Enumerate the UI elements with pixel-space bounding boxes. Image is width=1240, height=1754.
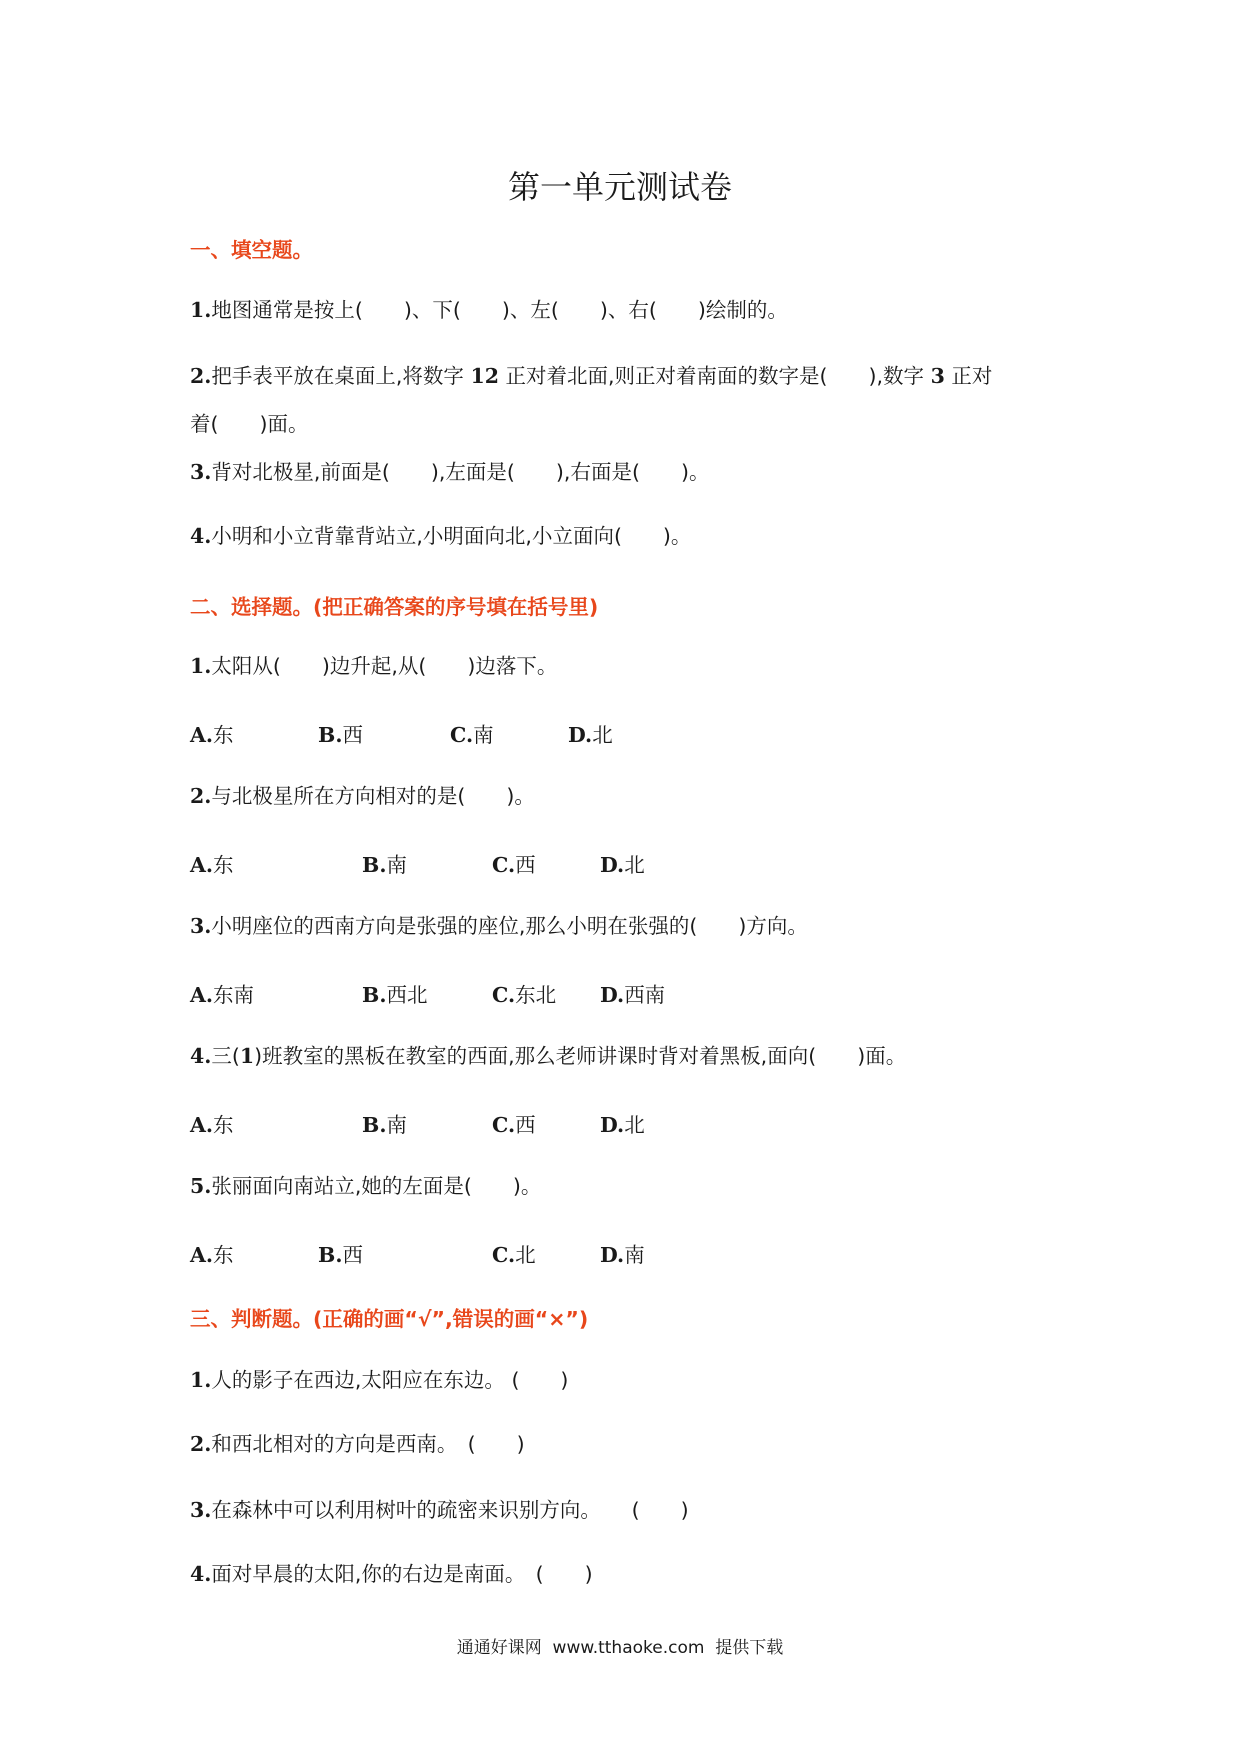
question-number: 5. — [190, 1174, 212, 1198]
option-letter: D. — [600, 983, 625, 1007]
option-c — [492, 1238, 536, 1268]
option-letter: B. — [362, 1113, 387, 1137]
fill-question-4 — [190, 522, 691, 550]
judge-question-3 — [190, 1496, 689, 1524]
option-text: 东 — [213, 723, 234, 747]
fill-question-2-continued: 着( )面。 — [190, 412, 309, 436]
option-text: 西南 — [624, 983, 666, 1007]
option-letter: B. — [318, 723, 343, 747]
option-c — [492, 978, 556, 1008]
question-text: )班教室的黑板在教室的西面,那么老师讲课时背对着黑板,面向( )面。 — [254, 1044, 907, 1068]
fill-question-2 — [190, 362, 992, 390]
question-number: 4. — [190, 1044, 212, 1068]
option-b — [318, 1238, 363, 1268]
question-number: 3. — [190, 460, 212, 484]
question-text: 正对着北面,则正对着南面的数字是( ),数字 — [505, 364, 925, 388]
question-number: 2. — [190, 364, 212, 388]
option-b — [362, 1108, 407, 1138]
option-text: 南 — [473, 723, 494, 747]
option-d — [600, 978, 665, 1008]
option-text: 南 — [624, 1243, 645, 1267]
judge-question-1 — [190, 1366, 568, 1394]
option-b — [318, 718, 363, 748]
judge-question-4 — [190, 1560, 593, 1588]
choice-question-5 — [190, 1172, 541, 1200]
option-text: 东北 — [515, 983, 557, 1007]
option-d — [600, 848, 645, 878]
option-letter: A. — [190, 1243, 214, 1267]
option-text: 东南 — [213, 983, 255, 1007]
option-text: 北 — [515, 1243, 536, 1267]
question-text: 地图通常是按上( )、下( )、左( )、右( )绘制的。 — [211, 298, 788, 322]
option-d — [600, 1238, 645, 1268]
option-letter: D. — [568, 723, 593, 747]
section-fill-blank-heading: 一、填空题。 — [190, 238, 313, 262]
question-text: 小明座位的西南方向是张强的座位,那么小明在张强的( )方向。 — [211, 914, 808, 938]
option-c — [492, 848, 536, 878]
class-number: 1 — [239, 1044, 255, 1068]
page-title: 第一单元测试卷 — [507, 168, 732, 206]
question-number: 4. — [190, 1562, 212, 1586]
option-a — [190, 718, 234, 748]
option-letter: C. — [492, 983, 516, 1007]
option-a — [190, 848, 234, 878]
choice-question-4 — [190, 1042, 906, 1070]
option-letter: C. — [492, 1113, 516, 1137]
option-text: 西 — [515, 1113, 536, 1137]
question-text: 把手表平放在桌面上,将数字 — [211, 364, 464, 388]
question-text: 三( — [211, 1044, 240, 1068]
option-text: 西 — [342, 723, 363, 747]
section-choice-heading: 二、选择题。(把正确答案的序号填在括号里) — [190, 595, 599, 619]
number-3: 3 — [930, 364, 945, 388]
option-letter: C. — [450, 723, 474, 747]
option-text: 东 — [213, 1113, 234, 1137]
judge-question-2 — [190, 1430, 525, 1458]
question-number: 3. — [190, 914, 212, 938]
question-text: 张丽面向南站立,她的左面是( )。 — [211, 1174, 542, 1198]
option-letter: B. — [362, 853, 387, 877]
option-b — [362, 978, 427, 1008]
question-number: 4. — [190, 524, 212, 548]
question-text: 小明和小立背靠背站立,小明面向北,小立面向( )。 — [211, 524, 692, 548]
question-text: 背对北极星,前面是( ),左面是( ),右面是( )。 — [211, 460, 710, 484]
number-12: 12 — [470, 364, 499, 388]
choice-question-1 — [190, 652, 557, 680]
question-number: 2. — [190, 1432, 212, 1456]
option-text: 南 — [386, 853, 407, 877]
choice-question-2 — [190, 782, 535, 810]
option-d — [568, 718, 613, 748]
option-text: 东 — [213, 1243, 234, 1267]
section-true-false-heading: 三、判断题。(正确的画“√”,错误的画“×”) — [190, 1307, 589, 1331]
option-letter: C. — [492, 853, 516, 877]
option-text: 北 — [624, 853, 645, 877]
option-letter: B. — [318, 1243, 343, 1267]
option-letter: A. — [190, 983, 214, 1007]
option-a — [190, 978, 254, 1008]
option-text: 西 — [342, 1243, 363, 1267]
question-text: 正对 — [951, 364, 993, 388]
option-text: 东 — [213, 853, 234, 877]
option-b — [362, 848, 407, 878]
option-text: 西 — [515, 853, 536, 877]
question-text: 太阳从( )边升起,从( )边落下。 — [211, 654, 558, 678]
choice-question-3 — [190, 912, 808, 940]
option-letter: D. — [600, 1113, 625, 1137]
option-letter: C. — [492, 1243, 516, 1267]
question-number: 1. — [190, 298, 212, 322]
page-footer: 通通好课网 www.tthaoke.com 提供下载 — [456, 1638, 784, 1658]
option-text: 南 — [386, 1113, 407, 1137]
question-text: 在森林中可以利用树叶的疏密来识别方向。 ( ) — [211, 1498, 689, 1522]
option-a — [190, 1238, 234, 1268]
fill-question-3 — [190, 458, 709, 486]
option-c — [450, 718, 494, 748]
question-number: 1. — [190, 1368, 212, 1392]
option-text: 北 — [624, 1113, 645, 1137]
option-d — [600, 1108, 645, 1138]
option-letter: D. — [600, 1243, 625, 1267]
question-number: 3. — [190, 1498, 212, 1522]
option-a — [190, 1108, 234, 1138]
fill-question-1 — [190, 296, 788, 324]
question-text: 和西北相对的方向是西南。 ( ) — [211, 1432, 525, 1456]
option-letter: A. — [190, 723, 214, 747]
question-text: 面对早晨的太阳,你的右边是南面。 ( ) — [211, 1562, 593, 1586]
option-c — [492, 1108, 536, 1138]
question-text: 人的影子在西边,太阳应在东边。 ( ) — [211, 1368, 569, 1392]
question-number: 2. — [190, 784, 212, 808]
option-letter: D. — [600, 853, 625, 877]
option-letter: A. — [190, 1113, 214, 1137]
question-text: 与北极星所在方向相对的是( )。 — [211, 784, 535, 808]
option-letter: A. — [190, 853, 214, 877]
option-text: 北 — [592, 723, 613, 747]
option-letter: B. — [362, 983, 387, 1007]
question-number: 1. — [190, 654, 212, 678]
option-text: 西北 — [386, 983, 428, 1007]
